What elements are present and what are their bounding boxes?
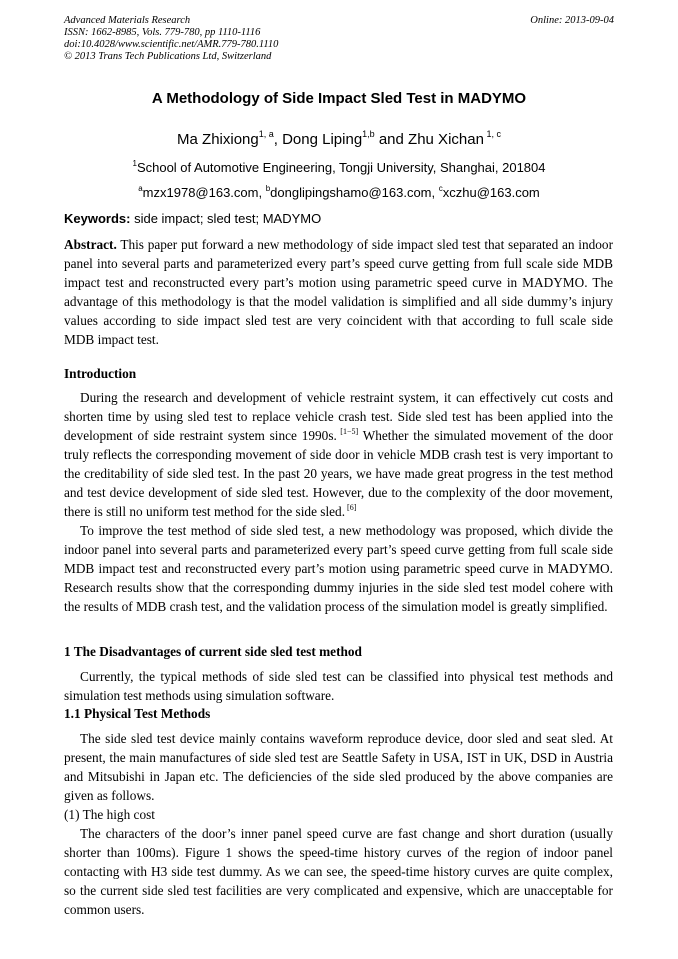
body-paragraph: To improve the test method of side sled test, a new methodology was proposed, which divide the indoor panel into several parts and parameterized every part’s speed curve getting from full scale side MDB impact test and reconstructed every part’s motion using parametric speed curve in MADYMO. Research results show that the corresponding dummy injuries in the side sled test model cohere with the results of MDB crash test, and the validation process of the simulation model is greatly simplified. bbox=[64, 523, 613, 614]
affiliation-line bbox=[0, 160, 678, 175]
email-address: xczhu@163.com bbox=[442, 185, 540, 200]
email-mark: b bbox=[265, 184, 271, 193]
body-paragraph: The side sled test device mainly contains waveform reproduce device, door sled and seat sled. At present, the main manufactures of side sled test are Seattle Safety in USA, IST in UK, DSD in Austria and Mitsubishi in Japan etc. The deficiencies of the side sled produced by the above companies are given as follows. bbox=[64, 731, 613, 803]
keywords-line bbox=[64, 211, 321, 226]
author-name: Ma Zhixiong bbox=[177, 131, 259, 148]
copyright-line: © 2013 Trans Tech Publications Ltd, Switzerland bbox=[64, 51, 272, 62]
paper-title: A Methodology of Side Impact Sled Test in MADYMO bbox=[151, 90, 527, 107]
section-1-1-block bbox=[64, 729, 613, 919]
email-address: donglipingshamo@163.com, bbox=[270, 185, 439, 200]
citation-mark: [6] bbox=[345, 503, 357, 512]
abstract-text: This paper put forward a new methodology of side impact sled test that separated an indoor panel into several parts and parameterized every part’s speed curve getting from full scale side MDB impact test and reconstructed every part’s motion using parametric speed curve in MADYMO. The advantage of this methodology is that the model validation is simplified and all side dummy’s injury values according to side impact sled test are very coincident with that according to full scale side MDB impact test. bbox=[64, 237, 613, 347]
author-name: Dong Liping bbox=[282, 131, 363, 148]
body-paragraph: Currently, the typical methods of side sled test can be classified into physical test methods and simulation test methods using simulation software. bbox=[64, 669, 613, 703]
email-line bbox=[0, 185, 678, 200]
abstract-block bbox=[64, 235, 613, 349]
journal-header bbox=[64, 15, 278, 63]
affiliation-text: School of Automotive Engineering, Tongji University, Shanghai, 201804 bbox=[136, 160, 546, 175]
issn-line: ISSN: 1662-8985, Vols. 779-780, pp 1110-1116 bbox=[64, 27, 261, 38]
author-separator: , bbox=[273, 131, 283, 148]
author-affiliation-mark: 1, a bbox=[258, 129, 274, 139]
paragraph-text: During the research and development of vehicle restraint system, it can effectively cut costs and shorten time by using sled test to replace vehicle crash test. Side sled test has been applied into the development of side restraint system since 1990s. bbox=[64, 390, 613, 443]
body-paragraph: The characters of the door’s inner panel speed curve are fast change and short duration (usually shorter than 100ms). Figure 1 shows the speed-time history curves of the region of indoor panel contacting with H3 side test dummy. As we can see, the speed-time history curves are quite complex, so the current side sled test facilities are very complicated and expensive, which are unacceptable for common users. bbox=[64, 826, 613, 917]
author-separator: and bbox=[374, 131, 409, 148]
email-mark: c bbox=[438, 184, 443, 193]
author-affiliation-mark: 1, c bbox=[483, 129, 501, 139]
abstract-paragraph bbox=[64, 235, 613, 349]
email-address: mzx1978@163.com, bbox=[142, 185, 266, 200]
author-line bbox=[0, 131, 678, 148]
list-item-heading: (1) The high cost bbox=[64, 807, 155, 822]
author-affiliation-mark: 1,b bbox=[362, 129, 375, 139]
email-mark: a bbox=[138, 184, 143, 193]
abstract-label: Abstract. bbox=[64, 237, 117, 252]
section-1-block bbox=[64, 667, 613, 705]
section-heading-introduction: Introduction bbox=[64, 366, 137, 381]
section-heading-1-1: 1.1 Physical Test Methods bbox=[64, 706, 211, 721]
journal-name: Advanced Materials Research bbox=[64, 15, 191, 26]
citation-mark: [1−5] bbox=[336, 427, 359, 436]
doi-line: doi:10.4028/www.scientific.net/AMR.779-780.1110 bbox=[64, 39, 279, 50]
keywords-text: side impact; sled test; MADYMO bbox=[130, 211, 322, 226]
affiliation-mark: 1 bbox=[132, 159, 137, 168]
paragraph-text: Whether the simulated movement of the door truly reflects the corresponding movement of side door in vehicle MDB crash test is very important to the creditability of side sled test. In the past 20 years, we have made great progress in the test method and test device development of side sled test. However, due to the complexity of the door movement, there is still no uniform test method for the side sled. bbox=[64, 428, 613, 519]
section-heading-1: 1 The Disadvantages of current side sled test method bbox=[64, 644, 362, 659]
keywords-label: Keywords: bbox=[64, 211, 131, 226]
introduction-block bbox=[64, 388, 613, 616]
body-paragraph bbox=[64, 388, 613, 521]
author-name: Zhu Xichan bbox=[408, 131, 484, 148]
online-date: Online: 2013-09-04 bbox=[530, 15, 614, 26]
